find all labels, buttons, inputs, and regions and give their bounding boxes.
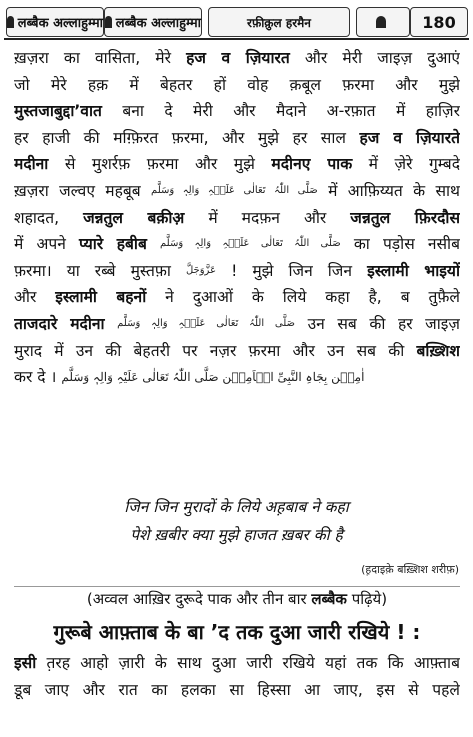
text-line: ख़ज़रा का वासिता, मेरे हज व ज़ियारत और मेरी जाइज़ दुआएं bbox=[14, 49, 460, 67]
text-line: ताजदारे मदीना صَلَّی اللّٰہُ تَعَالٰی عَلَیۡہِ وَالِہٖ وَسَلَّم उन सब की हर जाइज़ bbox=[14, 314, 460, 333]
main-paragraph bbox=[14, 45, 460, 391]
text-line: कर दे । اٰمِیۡن بِجَاہِ النَّبِیِّ الۡاَمِیۡن صَلَّی اللّٰہُ تَعَالٰی عَلَیْہِ وَالِہٖ وَسَلَّم bbox=[14, 368, 365, 387]
text-line: फ़रमा। या रब्बे मुस्तफ़ा عَزَّوَجَلَّ ! मुझे जिन जिन इस्लामी भाइयों bbox=[14, 261, 460, 280]
ornament-icon bbox=[376, 16, 386, 28]
header-badge-second-text: लब्बैक अल्लाहुम्मा bbox=[115, 16, 201, 31]
book-title bbox=[208, 7, 350, 37]
book-title-text: रफ़ीक़ुल हरमैन bbox=[247, 15, 311, 30]
text-line: डूब जाए और रात का हलका सा हिस्सा आ जाए, इस से पहले bbox=[14, 680, 460, 699]
kaaba-icon bbox=[7, 16, 14, 28]
dome-icon bbox=[105, 16, 112, 28]
page-number bbox=[410, 7, 468, 37]
text-line: हर हाजी की मग़्फ़िरत फ़रमा, और मुझे हर साल हज व ज़ियारते bbox=[14, 128, 460, 147]
text-line: मदीना से मुशर्रफ़ फ़रमा और मुझे मदीनए पाक में ज़ेरे गुम्बदे bbox=[14, 155, 460, 174]
header-ornament bbox=[356, 7, 410, 37]
couplet-line-2: पेशे ख़बीर क्या मुझे हाजत ख़बर की है bbox=[130, 526, 343, 544]
section-heading: गुरूबे आफ़्ताब के बा ’द तक दुआ जारी रखिये ! : bbox=[53, 620, 421, 644]
closing-paragraph bbox=[14, 650, 460, 703]
header-badge-left-text: लब्बैक अल्लाहुम्मा bbox=[17, 16, 103, 31]
text-line: ख़ज़रा जल्वए महबूब صَلَّی اللّٰہُ تَعَالٰی عَلَیۡہِ وَالِہٖ وَسَلَّم में आफ़िय्यत के साथ bbox=[14, 181, 460, 200]
header-divider bbox=[4, 38, 469, 40]
page-number-text: 180 bbox=[422, 12, 456, 32]
header-badge-second bbox=[104, 7, 202, 37]
text-line: इसी त़रह आहो ज़ारी के साथ दुआ जारी रखिये यहां तक कि आफ़्ताब bbox=[14, 654, 460, 672]
text-line: मुस्तजाबुद्दा’वात बना दे मेरी और मैदाने अ-रफ़ात में हाज़िर bbox=[14, 102, 460, 121]
text-line: जो मेरे हक़ में बेहतर हों वोह क़बूल फ़रमा और मुझे bbox=[14, 75, 460, 94]
couplet-source: (ह़दाइक़े बख़्शिश शरीफ़) bbox=[361, 563, 459, 576]
text-line: और इस्लामी बहनों ने दुआओं के लिये कहा है, ब तुफ़ैले bbox=[14, 288, 460, 307]
text-line: मुराद में उन की बेहतरी पर नज़र फ़रमा और उन सब की बख़्शिश bbox=[14, 341, 460, 360]
section-divider bbox=[14, 586, 460, 587]
header-badge-left bbox=[6, 7, 104, 37]
text-line: शहादत, जन्नतुल बक़ीअ़ में मदफ़न और जन्नतुल फ़िरदौस bbox=[14, 208, 460, 227]
couplet-line-1: जिन जिन मुरादों के लिये अह़बाब ने कहा bbox=[124, 498, 349, 516]
recitation-note: (अव्वल आख़िर दुरूदे पाक और तीन बार लब्बैक पढ़िये) bbox=[86, 590, 388, 608]
text-line: में अपने प्यारे हबीब صَلَّی اللّٰہُ تَعَالٰی عَلَیۡہِ وَالِہٖ وَسَلَّم का पड़ोस नसीब bbox=[14, 235, 460, 254]
page-header bbox=[4, 4, 469, 40]
